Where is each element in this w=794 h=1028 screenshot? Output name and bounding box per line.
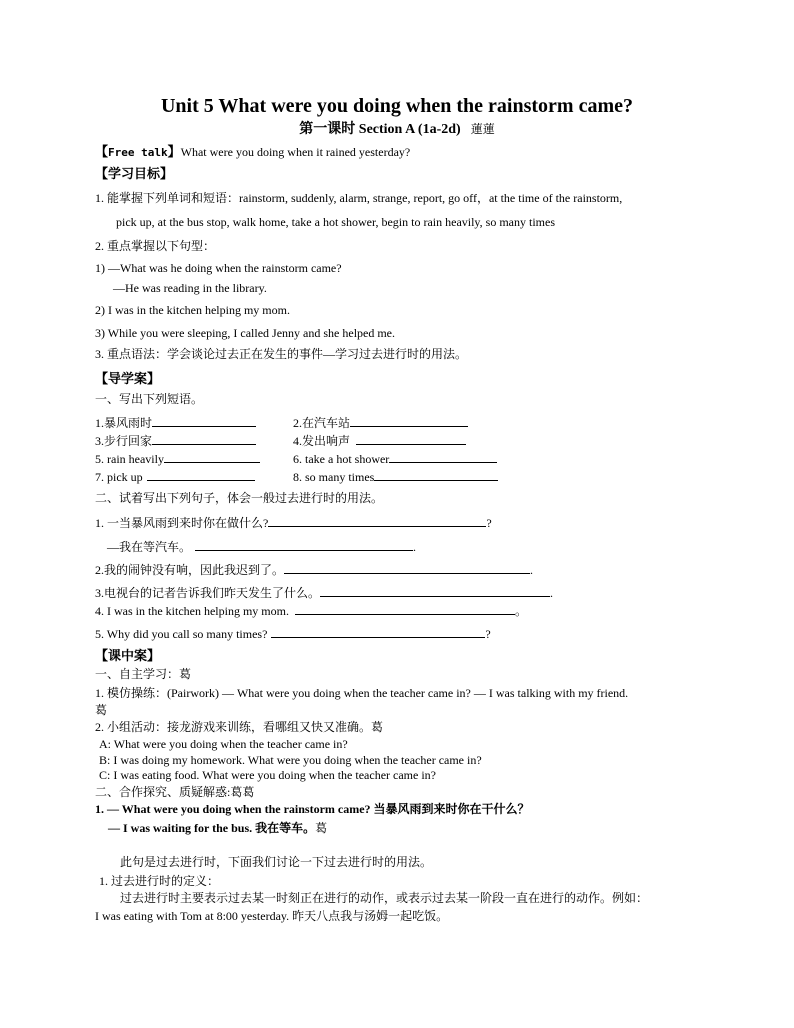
phrase-label: 3.步行回家: [95, 434, 153, 448]
period: .: [413, 540, 417, 554]
guide-heading: 【导学案】: [95, 371, 161, 386]
question-4: [95, 603, 527, 619]
guide-part-1: 一、写出下列短语。: [95, 392, 204, 406]
phrase-item: [293, 469, 498, 485]
page-title: Unit 5 What were you doing when the rainstorm came?: [160, 95, 634, 117]
answer-blank[interactable]: [147, 469, 255, 481]
phrase-label: 4.发出响声: [293, 434, 351, 448]
dialog-b: B: I was doing my homework. What were you doing when the teacher came in?: [99, 753, 482, 767]
period: .: [530, 563, 534, 577]
free-talk-label: Free talk: [108, 146, 168, 159]
in-class-part-2: 二、合作探究、质疑解惑:葛葛: [95, 785, 255, 799]
question-1b: [107, 539, 416, 555]
question-3: [95, 585, 553, 601]
phrase-label: 8. so many times: [293, 470, 375, 484]
question-text: 1. 一当暴风雨到来时你在做什么?: [95, 516, 269, 530]
answer-blank[interactable]: [389, 451, 497, 463]
answer-blank[interactable]: [152, 433, 256, 445]
guide-part-2: 二、试着写出下列句子，体会一般过去进行时的用法。: [95, 491, 384, 505]
goals-heading: 【学习目标】: [95, 166, 174, 181]
answer-blank[interactable]: [320, 585, 550, 597]
answer-blank[interactable]: [152, 415, 256, 427]
phrase-item: [293, 433, 466, 449]
answer-blank[interactable]: [356, 433, 466, 445]
phrase-item: [95, 469, 255, 485]
in-class-heading: 【课中案】: [95, 648, 161, 663]
question-text: 5. Why did you call so many times?: [95, 627, 268, 641]
question-5: [95, 626, 491, 642]
subtitle-text: 第一课时 Section A (1a-2d): [299, 122, 461, 137]
question-mark: ?: [486, 516, 492, 530]
answer-blank[interactable]: [374, 469, 498, 481]
page-subtitle: [0, 121, 794, 138]
question-text: 2.我的闹钟没有响，因此我迟到了。: [95, 563, 285, 577]
in-class-item-2: 2. 小组活动：接龙游戏来训练，看哪组又快又准确。葛: [95, 720, 384, 734]
definition-label: 1. 过去进行时的定义：: [99, 874, 220, 888]
phrase-label: 1.暴风雨时: [95, 416, 153, 430]
bracket-close: 】: [167, 144, 181, 159]
in-class-item-1-tail: 葛: [95, 703, 108, 717]
period: 。: [514, 604, 527, 618]
question-text: 4. I was in the kitchen helping my mom.: [95, 604, 289, 618]
phrase-label: 5. rain heavily: [95, 452, 164, 466]
goal-item-1-line1: 1. 能掌握下列单词和短语：rainstorm, suddenly, alarm, strange, report, go off，at the time of the rainstorm,: [95, 191, 623, 205]
answer-blank[interactable]: [284, 562, 530, 574]
question-mark: ?: [485, 627, 491, 641]
answer-blank[interactable]: [268, 515, 486, 527]
example-1b-text: — I was waiting for the bus. 我在等车。: [108, 821, 316, 835]
in-class-part-1: 一、自主学习：葛: [95, 667, 192, 681]
period: .: [550, 586, 554, 600]
dialog-c: C: I was eating food. What were you doing when the teacher came in?: [99, 768, 436, 782]
definition-line-1: 过去进行时主要表示过去某一时刻正在进行的动作，或表示过去某一阶段一直在进行的动作。例如：: [120, 891, 649, 905]
phrase-item: [95, 433, 256, 449]
answer-blank[interactable]: [295, 603, 515, 615]
goal-item-2: 2. 重点掌握以下句型：: [95, 239, 216, 253]
author-name: 蓮蓮: [470, 122, 495, 136]
question-2: [95, 562, 533, 578]
phrase-label: 6. take a hot shower: [293, 452, 390, 466]
phrase-label: 2.在汽车站: [293, 416, 351, 430]
free-talk-line: [95, 144, 410, 160]
answer-blank[interactable]: [195, 539, 413, 551]
phrase-item: [95, 415, 256, 431]
in-class-item-1: 1. 模仿操练：(Pairwork) — What were you doing when the teacher came in? — I was talking with my friend.: [95, 686, 629, 700]
phrase-item: [293, 451, 497, 467]
sentence-1b: —He was reading in the library.: [113, 281, 267, 295]
dialog-a: A: What were you doing when the teacher came in?: [99, 737, 348, 751]
goal-item-1-line2: pick up, at the bus stop, walk home, take a hot shower, begin to rain heavily, so many times: [116, 215, 555, 229]
free-talk-question: What were you doing when it rained yesterday?: [180, 145, 411, 159]
question-text: 3.电视台的记者告诉我们昨天发生了什么。: [95, 586, 321, 600]
answer-blank[interactable]: [350, 415, 468, 427]
example-1: 1. — What were you doing when the rainstorm came? 当暴风雨到来时你在干什么？: [95, 802, 530, 816]
answer-blank[interactable]: [271, 626, 485, 638]
phrase-item: [95, 451, 260, 467]
example-1b: [108, 821, 327, 836]
intro-text: 此句是过去进行时，下面我们讨论一下过去进行时的用法。: [120, 855, 433, 869]
question-text: —我在等汽车。: [107, 540, 192, 554]
phrase-item: [293, 415, 468, 431]
phrase-label: 7. pick up: [95, 470, 143, 484]
sentence-2: 2) I was in the kitchen helping my mom.: [95, 303, 290, 317]
bracket-open: 【: [95, 144, 109, 159]
sentence-1a: 1) —What was he doing when the rainstorm came?: [95, 261, 342, 275]
definition-line-2: I was eating with Tom at 8:00 yesterday. 昨天八点我与汤姆一起吃饭。: [95, 909, 449, 923]
example-1b-tail: 葛: [315, 821, 328, 835]
goal-item-3: 3. 重点语法：学会谈论过去正在发生的事件—学习过去进行时的用法。: [95, 347, 468, 361]
question-1: [95, 515, 492, 531]
sentence-3: 3) While you were sleeping, I called Jenny and she helped me.: [95, 326, 396, 340]
answer-blank[interactable]: [164, 451, 260, 463]
